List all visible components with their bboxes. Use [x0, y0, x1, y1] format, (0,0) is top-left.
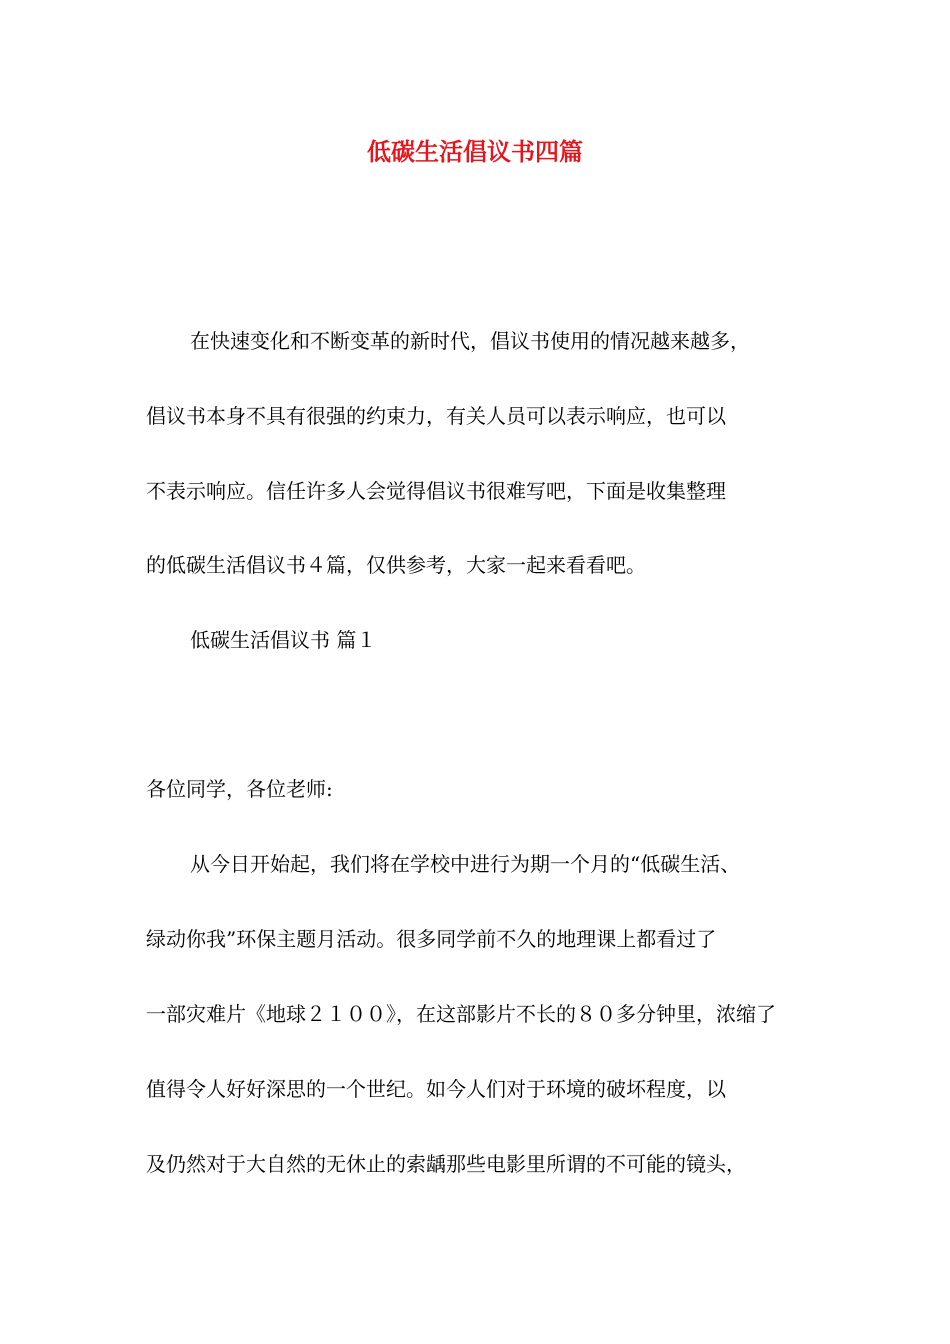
- document-title: 低碳生活倡议书四篇: [367, 137, 583, 166]
- body-line-5: 及仍然对于大自然的无休止的索龋那些电影里所谓的不可能的镜头，: [146, 1152, 746, 1176]
- body-line-3: 一部灾难片《地球２１００》，在这部影片不长的８０多分钟里，浓缩了: [146, 1002, 776, 1026]
- intro-line-4: 的低碳生活倡议书４篇，仅供参考，大家一起来看看吧。: [146, 553, 646, 577]
- intro-line-1: 在快速变化和不断变革的新时代，倡议书使用的情况越来越多，: [190, 329, 750, 353]
- intro-line-3: 不表示响应。信任许多人会觉得倡议书很难写吧，下面是收集整理: [146, 479, 726, 503]
- body-line-1: 从今日开始起，我们将在学校中进行为期一个月的“低碳生活、: [190, 852, 741, 876]
- salutation: 各位同学，各位老师:: [146, 777, 333, 801]
- body-line-4: 值得令人好好深思的一个世纪。如今人们对于环境的破坏程度，以: [146, 1077, 726, 1101]
- intro-line-2: 倡议书本身不具有很强的约束力，有关人员可以表示响应，也可以: [146, 404, 726, 428]
- body-line-2: 绿动你我”环保主题月活动。很多同学前不久的地理课上都看过了: [146, 927, 717, 951]
- section-heading: 低碳生活倡议书 篇１: [190, 628, 377, 652]
